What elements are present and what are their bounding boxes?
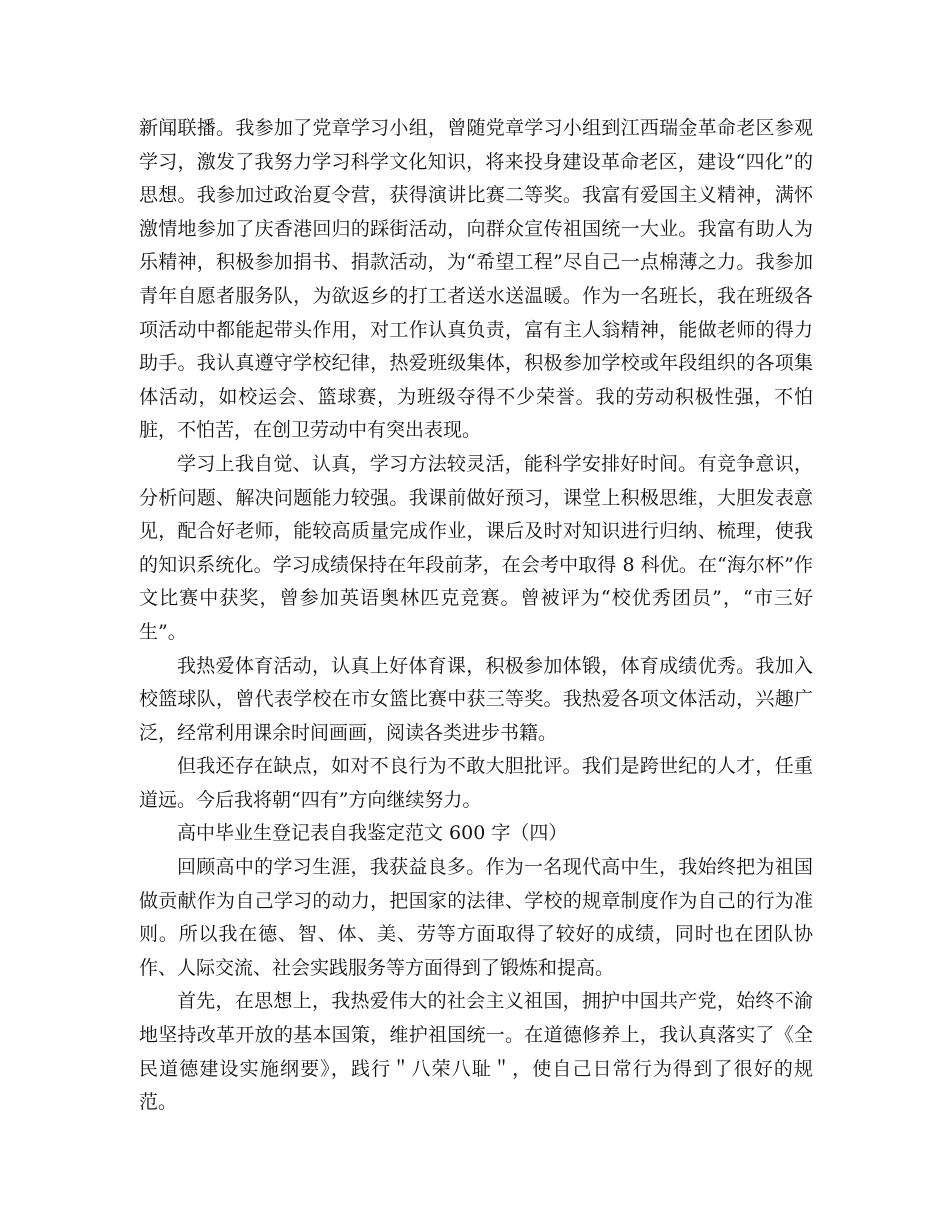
document-body [139,112,813,1120]
paragraph-5: 回顾高中的学习生涯，我获益良多。作为一名现代高中生，我始终把为祖国做贡献作为自己学习的动力，把国家的法律、学校的规章制度作为自己的行为准则。所以我在德、智、体、美、劳等方面取得了较好的成绩，同时也在团队协作、人际交流、社会实践服务等方面得到了锻炼和提高。 [139,856,813,979]
paragraph-4: 但我还存在缺点，如对不良行为不敢大胆批评。我们是跨世纪的人才，任重道远。今后我将朝“四有”方向继续努力。 [139,755,813,811]
paragraph-3: 我热爱体育活动，认真上好体育课，积极参加体锻，体育成绩优秀。我加入校篮球队，曾代表学校在市女篮比赛中获三等奖。我热爱各项文体活动，兴趣广泛，经常利用课余时间画画，阅读各类进步书籍。 [139,654,813,744]
paragraph-1: 新闻联播。我参加了党章学习小组，曾随党章学习小组到江西瑞金革命老区参观学习，激发了我努力学习科学文化知识，将来投身建设革命老区，建设“四化”的思想。我参加过政治夏令营，获得演讲比赛二等奖。我富有爱国主义精神，满怀激情地参加了庆香港回归的踩街活动，向群众宣传祖国统一大业。我富有助人为乐精神，积极参加捐书、捐款活动，为“希望工程”尽自己一点棉薄之力。我参加青年自愿者服务队，为欲返乡的打工者送水送温暖。作为一名班长，我在班级各项活动中都能起带头作用，对工作认真负责，富有主人翁精神，能做老师的得力助手。我认真遵守学校纪律，热爱班级集体，积极参加学校或年段组织的各项集体活动，如校运会、篮球赛，为班级夺得不少荣誉。我的劳动积极性强，不怕脏，不怕苦，在创卫劳动中有突出表现。 [139,117,813,442]
section-heading: 高中毕业生登记表自我鉴定范文 600 字（四） [177,822,568,845]
paragraph-2: 学习上我自觉、认真，学习方法较灵活，能科学安排好时间。有竞争意识，分析问题、解决问题能力较强。我课前做好预习，课堂上积极思维，大胆发表意见，配合好老师，能较高质量完成作业，课后及时对知识进行归纳、梳理，使我的知识系统化。学习成绩保持在年段前茅，在会考中取得 8 科优。在“海尔杯”作文比赛中获奖，曾参加英语奥林匹克竞赛。曾被评为“校优秀团员”，“市三好生”。 [139,452,813,643]
paragraph-6: 首先，在思想上，我热爱伟大的社会主义祖国，拥护中国共产党，始终不渝地坚持改革开放的基本国策，维护祖国统一。在道德修养上，我认真落实了《全民道德建设实施纲要》，践行＂八荣八耻＂，使自己日常行为得到了很好的规范。 [139,990,813,1114]
